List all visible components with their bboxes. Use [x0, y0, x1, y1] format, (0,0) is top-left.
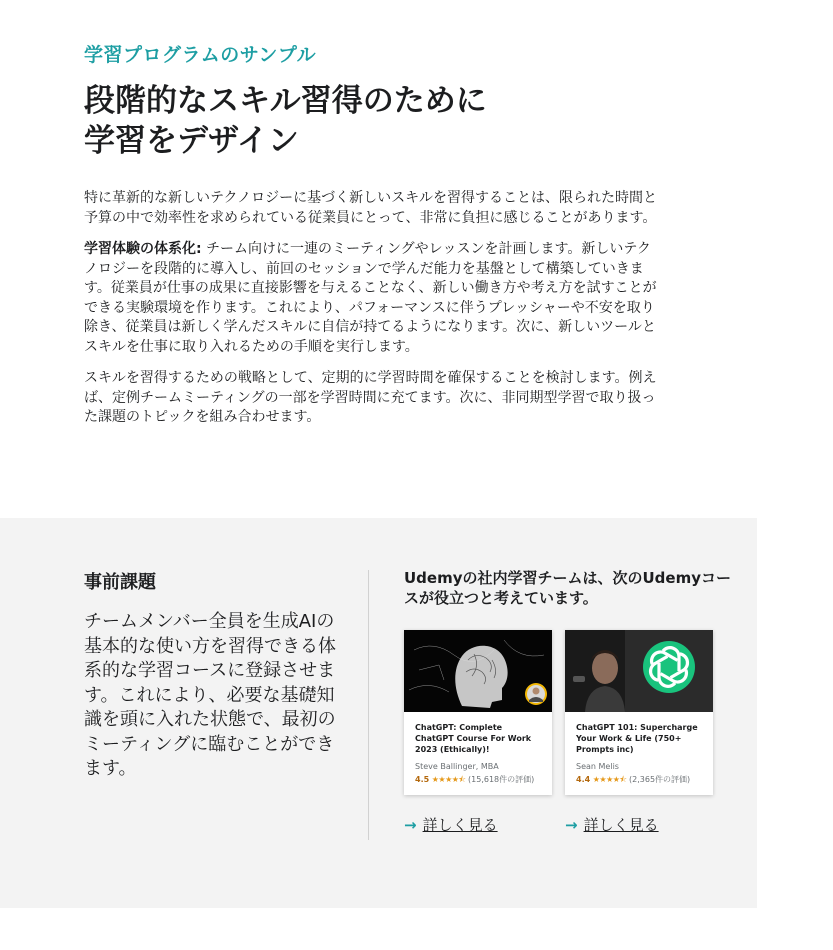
recommend-title: Udemyの社内学習チームは、次のUdemyコースが役立つと考えています。 — [404, 569, 731, 607]
learn-more-label: 詳しく見る — [422, 816, 498, 834]
course-cards — [404, 630, 724, 795]
star-rating-icon: ★★★★⯪ — [592, 775, 627, 784]
intro-section — [84, 40, 664, 428]
course-title[interactable]: ChatGPT 101: Supercharge Your Work & Life (750+ Prompts inc) — [576, 723, 698, 754]
structure-lead: 学習体験の体系化: — [84, 241, 202, 257]
course-author: Steve Ballinger, MBA — [415, 762, 499, 771]
recommend-section — [404, 568, 734, 608]
structure-paragraph — [84, 240, 664, 357]
course-card[interactable] — [404, 630, 552, 795]
course-thumbnail-openai-logo-icon — [565, 630, 713, 712]
strategy-paragraph: スキルを習得するための戦略として、定期的に学習時間を確保することを検討します。例えば、定例チームミーティングの一部を学習時間に充てます。次に、非同期型学習で取り扱った課題のトピックを組み合わせます。 — [84, 370, 657, 425]
prework-band — [0, 518, 757, 908]
rating-value: 4.4 — [576, 775, 591, 784]
prework-section — [84, 568, 349, 782]
learn-more-link[interactable] — [565, 814, 659, 835]
course-rating — [415, 774, 542, 788]
column-divider — [368, 570, 369, 840]
intro-paragraph: 特に革新的な新しいテクノロジーに基づく新しいスキルを習得することは、限られた時間と予算の中で効率性を求められている従業員にとって、非常に負担に感じることがあります。 — [84, 190, 658, 226]
course-thumbnail-ai-head-icon — [404, 630, 552, 712]
prework-body: チームメンバー全員を生成AIの基本的な使い方を習得できる体系的な学習コースに登録させます。これにより、必要な基礎知識を頭に入れた状態で、最初のミーティングに臨むことができます。 — [84, 611, 336, 779]
title-line-1: 段階的なスキル習得のために — [84, 83, 487, 119]
title-line-2: 学習をデザイン — [84, 123, 299, 159]
review-count: (2,365件の評価) — [629, 775, 691, 784]
learn-more-label: 詳しく見る — [583, 816, 659, 834]
section-eyebrow: 学習プログラムのサンプル — [84, 44, 317, 66]
structure-text: チーム向けに一連のミーティングやレッスンを計画します。新しいテクノロジーを段階的に導入し、前回のセッションで学んだ能力を基盤として構築していきます。従業員が仕事の成果に直接影響を与えることなく、新しい働き方や考え方を試すことができる実験環境を作ります。これにより、パフォーマンスに伴うプレッシャーや不安を取り除き、従業員は新しく学んだスキルに自信が持てるようになります。次に、新しいツールとスキルを仕事に取り入れるための手順を実行します。 — [84, 241, 657, 355]
learn-more-link[interactable] — [404, 814, 498, 835]
arrow-right-icon: → — [565, 816, 578, 834]
course-author: Sean Melis — [576, 762, 619, 771]
course-title[interactable]: ChatGPT: Complete ChatGPT Course For Work 2023 (Ethically)! — [415, 723, 532, 754]
rating-value: 4.5 — [415, 775, 430, 784]
prework-title: 事前課題 — [84, 572, 156, 593]
page-title — [84, 81, 664, 161]
course-card[interactable] — [565, 630, 713, 795]
arrow-right-icon: → — [404, 816, 417, 834]
course-rating — [576, 774, 703, 788]
review-count: (15,618件の評価) — [468, 775, 535, 784]
star-rating-icon: ★★★★⯪ — [431, 775, 466, 784]
